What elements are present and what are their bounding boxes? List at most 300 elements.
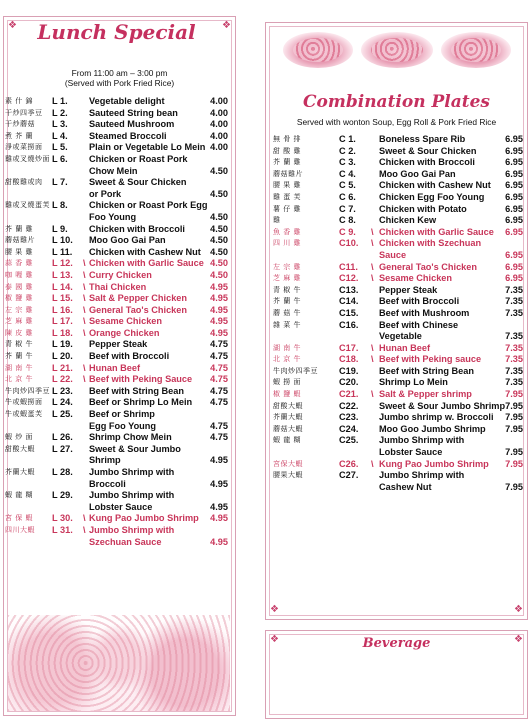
item-name: Jumbo Shrimp with: [379, 470, 465, 481]
item-price: 6.95: [505, 180, 523, 191]
red-mark-icon: \: [371, 354, 374, 365]
item-name: Sesame Chicken: [379, 273, 453, 284]
item-price: 6.95: [505, 261, 523, 272]
chinese-name: 椒 鹽 雞: [5, 294, 33, 303]
item-name: or Pork: [89, 188, 122, 199]
combination-plates-title: Combination Plates: [303, 92, 490, 112]
menu-item-continued: [5, 479, 230, 491]
chinese-name: 宮保大蝦: [273, 459, 303, 468]
chinese-name: 芝 麻 雞: [5, 317, 33, 326]
menu-item: [5, 363, 230, 375]
item-price: 6.95: [505, 145, 523, 156]
item-name: Chicken with Broccoli: [89, 223, 185, 234]
item-name: Foo Young: [89, 211, 137, 222]
menu-item: [273, 354, 523, 366]
item-name: Egg Foo Young: [89, 420, 157, 431]
food-photo: [8, 615, 230, 711]
item-name: Broccoli: [89, 478, 126, 489]
item-price: 4.95: [210, 327, 228, 338]
menu-item: [5, 200, 230, 212]
red-mark-icon: \: [83, 281, 86, 292]
item-name: Sweet & Sour Jumbo Shrimp: [379, 400, 506, 411]
item-name: Chicken with Cashew Nut: [89, 246, 201, 257]
item-name: Sauteed String bean: [89, 107, 178, 118]
item-number: L 5.: [52, 142, 68, 153]
menu-item: [5, 305, 230, 317]
item-price: 4.00: [210, 96, 228, 106]
menu-item-continued: [273, 482, 523, 494]
item-price: 4.00: [210, 142, 228, 153]
item-price: 6.95: [505, 134, 523, 144]
item-price: 4.50: [210, 211, 228, 222]
item-number: C14.: [339, 296, 359, 307]
chinese-name: 四川大蝦: [5, 525, 35, 534]
red-mark-icon: \: [371, 458, 374, 469]
chinese-name: 牛或蝦蛋芙: [5, 410, 43, 419]
chinese-name: 牛或蝦撈面: [5, 398, 43, 407]
red-mark-icon: \: [83, 258, 86, 269]
item-name: Shrimp: [89, 455, 121, 466]
item-name: Curry Chicken: [89, 269, 152, 280]
item-name: Chicken with Potato: [379, 203, 467, 214]
red-mark-icon: \: [83, 293, 86, 304]
item-price: 7.35: [505, 342, 523, 353]
item-name: Kung Pao Jumbo Shrimp: [379, 458, 489, 469]
menu-item: [273, 377, 523, 389]
chinese-name: 淨或菜撈面: [5, 143, 43, 152]
dish-image: [361, 32, 433, 68]
item-name: Jumbo Shrimp with: [89, 467, 175, 477]
item-name: Beef or Shrimp Lo Mein: [89, 397, 193, 408]
item-name: Beef with Broccoli: [89, 351, 170, 362]
item-number: L 21.: [52, 362, 73, 373]
menu-item: [273, 273, 523, 285]
chinese-name: 蝦 龍 糊: [273, 436, 301, 445]
chinese-name: 無 骨 排: [273, 135, 301, 143]
item-price: 7.95: [505, 389, 523, 400]
menu-item: [5, 490, 230, 502]
item-number: C25.: [339, 435, 359, 446]
chinese-name: 咖 喱 雞: [5, 270, 33, 279]
item-price: 4.75: [210, 432, 228, 443]
item-price: 4.00: [210, 107, 228, 118]
menu-item: [273, 180, 523, 192]
menu-item: [5, 258, 230, 270]
item-name: Beef with Broccoli: [379, 296, 460, 307]
item-price: 4.50: [210, 246, 228, 257]
item-number: C 7.: [339, 203, 356, 214]
menu-item-continued: [5, 189, 230, 201]
red-mark-icon: \: [83, 269, 86, 280]
corner-ornament-icon: ❖: [270, 634, 279, 645]
chinese-name: 芝 麻 雞: [273, 274, 301, 283]
chinese-name: 宮 保 蝦: [5, 514, 33, 523]
menu-item: [5, 374, 230, 386]
item-name: Beef or Shrimp: [89, 409, 155, 420]
chinese-name: 甜酸雞或肉: [5, 178, 43, 187]
menu-item: [273, 308, 523, 320]
item-name: Hunan Beef: [89, 362, 141, 373]
item-name: Sauce: [379, 249, 407, 260]
item-price: 4.50: [210, 223, 228, 234]
item-price: 4.95: [210, 455, 228, 466]
item-price: 7.35: [505, 377, 523, 388]
item-price: 4.50: [210, 165, 228, 176]
chinese-name: 雞 蛋 芙: [273, 192, 301, 201]
chinese-name: 薯 仔 雞: [273, 204, 301, 213]
red-mark-icon: \: [83, 513, 86, 524]
red-mark-icon: \: [371, 238, 374, 249]
red-mark-icon: \: [83, 316, 86, 327]
item-number: L 15.: [52, 293, 73, 304]
item-name: Szechuan Sauce: [89, 536, 162, 547]
item-name: Beef with String Bean: [379, 365, 474, 376]
chinese-name: 煮 芥 蘭: [5, 131, 33, 140]
item-name: General Tao's Chicken: [89, 304, 188, 315]
item-name: Chicken Egg Foo Young: [379, 191, 485, 202]
menu-item: [273, 192, 523, 204]
item-number: C 8.: [339, 215, 356, 226]
item-name: Moo Goo Gai Pan: [89, 235, 166, 246]
item-name: Chicken with Garlic Sauce: [89, 258, 204, 269]
red-mark-icon: \: [371, 389, 374, 400]
chinese-name: 青 椒 牛: [5, 340, 33, 349]
menu-item: [273, 459, 523, 471]
corner-ornament-icon: ❖: [8, 20, 17, 31]
item-name: Hunan Beef: [379, 342, 431, 353]
item-name: Sesame Chicken: [89, 316, 163, 327]
lunch-special-title: Lunch Special: [37, 20, 196, 44]
item-price: 6.95: [505, 249, 523, 260]
item-price: 7.95: [505, 458, 523, 469]
red-mark-icon: \: [83, 524, 86, 535]
item-price: 7.35: [505, 284, 523, 295]
red-mark-icon: \: [83, 327, 86, 338]
item-number: L 28.: [52, 467, 73, 477]
corner-ornament-icon: ❖: [514, 604, 523, 615]
item-price: 7.95: [505, 412, 523, 423]
beverage-title: Beverage: [362, 636, 431, 651]
menu-item: [273, 424, 523, 436]
menu-item: [273, 435, 523, 447]
item-price: 4.75: [210, 339, 228, 350]
chinese-name: 北 京 牛: [5, 375, 33, 384]
item-name: Jumbo Shrimp with: [89, 524, 175, 535]
item-price: 4.75: [210, 374, 228, 385]
menu-item-continued: [273, 447, 523, 459]
chinese-name: 腰果大蝦: [273, 471, 303, 480]
menu-item: [273, 169, 523, 181]
item-number: L 31.: [52, 524, 73, 535]
item-number: C23.: [339, 412, 359, 423]
item-number: C 2.: [339, 145, 356, 156]
item-name: General Tao's Chicken: [379, 261, 478, 272]
menu-item: [5, 409, 230, 421]
chinese-name: 芥 蘭 雞: [273, 158, 301, 167]
item-name: Vegetable delight: [89, 96, 165, 106]
item-number: C17.: [339, 342, 359, 353]
item-name: Jumbo shrimp w. Broccoli: [379, 412, 494, 423]
item-number: C13.: [339, 284, 359, 295]
item-price: 4.75: [210, 351, 228, 362]
item-price: 4.00: [210, 119, 228, 130]
item-name: Chicken or Roast Pork Egg: [89, 200, 208, 211]
item-price: 4.95: [210, 293, 228, 304]
menu-item: [273, 157, 523, 169]
item-name: Chicken with Szechuan: [379, 238, 482, 249]
item-price: 4.95: [210, 536, 228, 547]
menu-item: [5, 270, 230, 282]
item-price: 4.95: [210, 281, 228, 292]
menu-item: [273, 285, 523, 297]
menu-item: [273, 204, 523, 216]
dish-image: [283, 32, 353, 68]
chinese-name: 蝦 撈 面: [273, 378, 301, 387]
item-name: Chicken with Garlic Sauce: [379, 226, 494, 237]
chinese-name: 腰 果 雞: [273, 181, 301, 190]
chinese-name: 蘑菇雞片: [5, 236, 35, 245]
item-number: L 23.: [52, 385, 73, 396]
menu-item: [5, 467, 230, 479]
item-number: C 9.: [339, 226, 356, 237]
chinese-name: 雞: [273, 216, 281, 225]
item-price: 4.95: [210, 316, 228, 327]
menu-item: [273, 320, 523, 332]
menu-item: [273, 215, 523, 227]
item-number: L 29.: [52, 490, 73, 501]
item-name: Boneless Spare Rib: [379, 134, 466, 144]
item-number: C26.: [339, 458, 359, 469]
chinese-name: 芥 蘭 雞: [5, 224, 33, 233]
item-name: Lobster Sauce: [89, 501, 153, 512]
item-number: L 24.: [52, 397, 73, 408]
chinese-name: 雜 菜 牛: [273, 320, 301, 329]
item-price: 4.50: [210, 258, 228, 269]
menu-item-continued: [5, 537, 230, 549]
item-name: Chicken with Broccoli: [379, 157, 475, 168]
item-number: L 18.: [52, 327, 73, 338]
menu-item: [273, 470, 523, 482]
item-price: 7.35: [505, 365, 523, 376]
item-name: Salt & Pepper shrimp: [379, 389, 472, 400]
item-price: 6.95: [505, 203, 523, 214]
menu-item-continued: [5, 502, 230, 514]
menu-item: [273, 366, 523, 378]
item-price: 6.95: [505, 273, 523, 284]
menu-item-continued: [273, 250, 523, 262]
item-number: C 1.: [339, 134, 356, 144]
item-name: Beef with Chinese: [379, 319, 459, 330]
item-number: L 25.: [52, 409, 73, 420]
red-mark-icon: \: [371, 226, 374, 237]
menu-item-continued: [5, 421, 230, 433]
item-number: L 27.: [52, 443, 73, 454]
item-name: Sweet & Sour Chicken: [379, 145, 477, 156]
item-name: Sauteed Mushroom: [89, 119, 175, 130]
item-number: C 3.: [339, 157, 356, 168]
item-price: 7.95: [505, 481, 523, 492]
chinese-name: 青 椒 牛: [273, 285, 301, 294]
item-name: Plain or Vegetable Lo Mein: [89, 142, 206, 153]
item-price: 6.95: [505, 168, 523, 179]
item-name: Thai Chicken: [89, 281, 147, 292]
item-name: Pepper Steak: [89, 339, 148, 350]
menu-item: [5, 224, 230, 236]
menu-item: [5, 154, 230, 166]
chinese-name: 湖 南 牛: [273, 343, 301, 352]
item-name: Chicken Kew: [379, 215, 437, 226]
red-mark-icon: \: [371, 261, 374, 272]
item-number: C27.: [339, 470, 359, 481]
item-number: L 11.: [52, 246, 73, 257]
item-number: C16.: [339, 319, 359, 330]
menu-item: [5, 247, 230, 259]
item-price: 4.95: [210, 304, 228, 315]
chinese-name: 甜酸大蝦: [273, 401, 303, 410]
item-name: Vegetable: [379, 331, 422, 342]
lunch-note: (Served with Pork Fried Rice): [64, 78, 175, 88]
item-price: 4.75: [210, 420, 228, 431]
item-name: Shrimp Lo Mein: [379, 377, 448, 388]
item-price: 4.75: [210, 362, 228, 373]
item-price: 7.95: [505, 400, 523, 411]
chinese-name: 泰 國 雞: [5, 282, 33, 291]
item-number: C15.: [339, 307, 359, 318]
corner-ornament-icon: ❖: [270, 604, 279, 615]
item-number: L 26.: [52, 432, 73, 443]
item-price: 7.95: [505, 423, 523, 434]
item-number: L 22.: [52, 374, 73, 385]
item-name: Chicken with Cashew Nut: [379, 180, 491, 191]
item-price: 7.95: [505, 447, 523, 458]
red-mark-icon: \: [83, 304, 86, 315]
item-number: L 4.: [52, 130, 68, 141]
item-number: C19.: [339, 365, 359, 376]
menu-item: [5, 282, 230, 294]
menu-item: [273, 227, 523, 239]
chinese-name: 蒜 香 雞: [5, 259, 33, 268]
item-price: 4.50: [210, 235, 228, 246]
item-name: Beef with Peking sauce: [379, 354, 482, 365]
item-price: 6.95: [505, 191, 523, 202]
chinese-name: 蘑菇大蝦: [273, 424, 303, 433]
red-mark-icon: \: [83, 374, 86, 385]
item-number: L 9.: [52, 223, 68, 234]
menu-item: [5, 119, 230, 131]
chinese-name: 干炒四季豆: [5, 108, 43, 117]
item-number: C11.: [339, 261, 358, 272]
menu-item: [5, 386, 230, 398]
menu-item: [5, 293, 230, 305]
item-price: 4.75: [210, 385, 228, 396]
chinese-name: 魚 香 雞: [273, 227, 301, 236]
menu-item: [273, 134, 523, 146]
item-number: L 2.: [52, 107, 68, 118]
chinese-name: 左 宗 雞: [5, 305, 33, 314]
menu-item: [5, 525, 230, 537]
item-price: 4.75: [210, 397, 228, 408]
menu-item: [273, 412, 523, 424]
item-number: L 7.: [52, 177, 68, 188]
dish-image: [441, 32, 511, 68]
item-price: 6.95: [505, 157, 523, 168]
item-price: 4.50: [210, 188, 228, 199]
item-number: L 30.: [52, 513, 73, 524]
chinese-name: 芥 蘭 牛: [5, 352, 33, 361]
menu-item: [5, 235, 230, 247]
item-number: L 3.: [52, 119, 68, 130]
item-price: 7.35: [505, 354, 523, 365]
item-name: Moo Goo Gai Pan: [379, 168, 456, 179]
item-name: Beef with Mushroom: [379, 307, 470, 318]
item-price: 4.95: [210, 513, 228, 524]
item-name: Chicken or Roast Pork: [89, 153, 188, 164]
menu-item: [5, 339, 230, 351]
lunch-menu-list: [5, 96, 230, 548]
item-name: Chow Mein: [89, 165, 138, 176]
chinese-name: 素 什 錦: [5, 97, 33, 105]
item-name: Lobster Sauce: [379, 447, 443, 458]
menu-item-continued: [273, 331, 523, 343]
chinese-name: 湖 南 牛: [5, 363, 33, 372]
menu-item: [5, 316, 230, 328]
chinese-name: 雞或叉燒蛋芙: [5, 201, 50, 210]
item-number: L 20.: [52, 351, 73, 362]
chinese-name: 牛肉炒四季豆: [5, 386, 50, 395]
item-name: Beef with String Bean: [89, 385, 184, 396]
item-price: 4.00: [210, 130, 228, 141]
item-number: L 14.: [52, 281, 73, 292]
item-number: C 6.: [339, 191, 356, 202]
chinese-name: 蘑 菇 牛: [273, 308, 301, 317]
menu-item: [273, 401, 523, 413]
item-name: Steamed Broccoli: [89, 130, 167, 141]
menu-item: [273, 238, 523, 250]
combo-menu-list: [273, 134, 523, 493]
menu-item: [273, 343, 523, 355]
menu-item: [5, 351, 230, 363]
menu-item: [273, 296, 523, 308]
menu-item-continued: [5, 166, 230, 178]
item-price: 4.50: [210, 269, 228, 280]
item-price: 7.35: [505, 296, 523, 307]
item-number: C22.: [339, 400, 359, 411]
menu-item: [273, 146, 523, 158]
chinese-name: 四 川 雞: [273, 239, 301, 248]
menu-item-continued: [5, 455, 230, 467]
chinese-name: 蝦 龍 糊: [5, 491, 33, 500]
item-number: L 19.: [52, 339, 73, 350]
item-name: Salt & Pepper Chicken: [89, 293, 188, 304]
item-number: L 17.: [52, 316, 73, 327]
item-name: Shrimp Chow Mein: [89, 432, 172, 443]
item-name: Sweet & Sour Jumbo: [89, 443, 181, 454]
item-name: Orange Chicken: [89, 327, 160, 338]
chinese-name: 牛肉炒四季豆: [273, 366, 318, 375]
item-price: 4.95: [210, 478, 228, 489]
chinese-name: 雞或叉燒炒面: [5, 154, 50, 163]
item-number: C10.: [339, 238, 359, 249]
item-price: 6.95: [505, 215, 523, 226]
chinese-name: 甜 酸 雞: [273, 146, 301, 155]
red-mark-icon: \: [371, 273, 374, 284]
item-number: L 10.: [52, 235, 73, 246]
item-name: Kung Pao Jumbo Shrimp: [89, 513, 199, 524]
menu-item: [5, 142, 230, 154]
item-number: L 1.: [52, 96, 68, 106]
item-number: C 4.: [339, 168, 356, 179]
item-name: Sweet & Sour Chicken: [89, 177, 187, 188]
